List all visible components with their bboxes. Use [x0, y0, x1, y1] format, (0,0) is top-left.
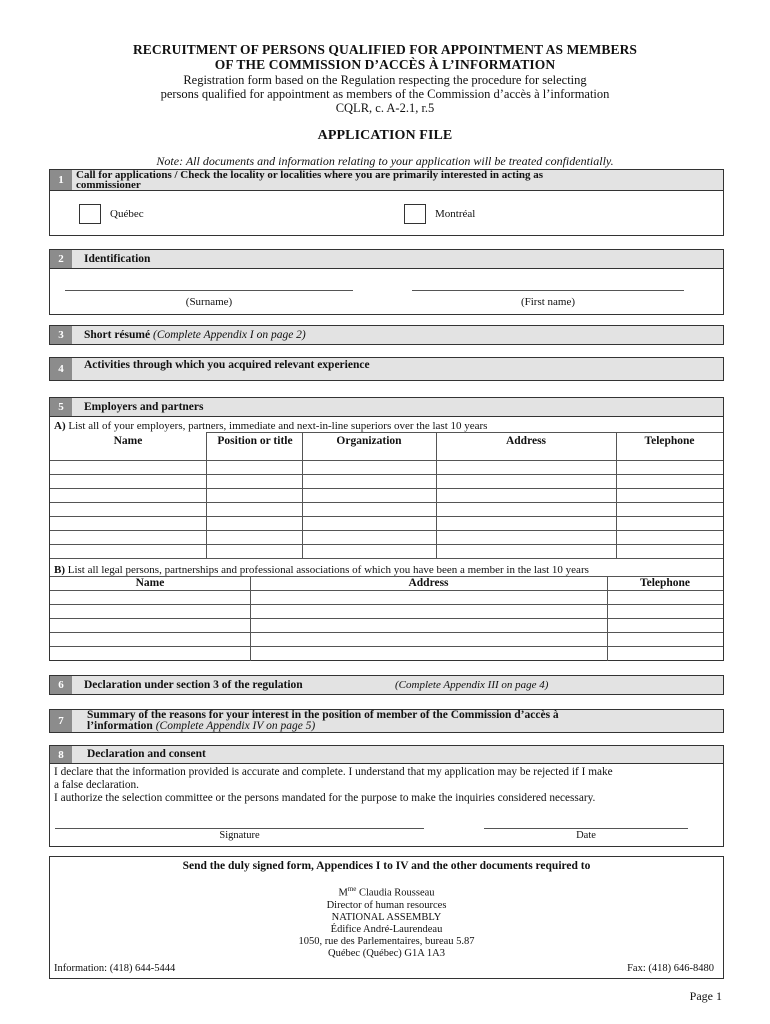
firstname-field[interactable]	[412, 290, 684, 291]
table-row[interactable]	[50, 605, 723, 619]
section-2-label: Identification	[84, 253, 151, 265]
fax-number: Fax: (418) 646-8480	[627, 963, 714, 974]
recipient-building: Édifice André-Laurendeau	[330, 923, 443, 935]
table-row[interactable]	[50, 503, 723, 517]
col-b-address: Address	[408, 577, 449, 589]
montreal-label: Montréal	[435, 208, 476, 220]
table-row[interactable]	[50, 461, 723, 475]
section-2-header	[49, 249, 724, 269]
col-telephone: Telephone	[644, 435, 695, 447]
form-subtitle-line2: persons qualified for appointment as members of the Commission d’accès à l’information	[160, 87, 610, 101]
col-address: Address	[505, 435, 547, 447]
table-row[interactable]	[50, 633, 723, 647]
section-1-number: 1	[50, 170, 72, 190]
recipient-city: Québec (Québec) G1A 1A3	[328, 947, 445, 959]
table-row[interactable]	[50, 545, 723, 559]
section-5b-tag: B)	[54, 564, 65, 576]
section-1-label-line2: commissioner	[76, 179, 141, 191]
send-heading: Send the duly signed form, Appendices I to IV and the other documents required to	[182, 860, 591, 872]
table-row[interactable]	[50, 489, 723, 503]
section-6-label: Declaration under section 3 of the regulation	[84, 679, 303, 691]
page-number: Page 1	[689, 989, 722, 1003]
section-4-header	[49, 357, 724, 381]
date-caption: Date	[576, 830, 596, 841]
signature-field[interactable]	[55, 828, 424, 829]
section-1-header	[49, 169, 724, 191]
employers-table	[50, 432, 723, 559]
recipient-org: NATIONAL ASSEMBLY	[331, 911, 442, 923]
section-7-note: (Complete Appendix IV on page 5)	[155, 720, 316, 732]
surname-field[interactable]	[65, 290, 353, 291]
col-name: Name	[113, 435, 143, 447]
surname-caption: (Surname)	[185, 296, 233, 308]
table-row[interactable]	[50, 517, 723, 531]
section-7-number: 7	[50, 710, 72, 732]
quebec-label: Québec	[110, 208, 144, 220]
section-1-label-line1: Call for applications / Check the locality or localities where you are primarily interested in acting as	[76, 169, 544, 181]
section-6-note: (Complete Appendix III on page 4)	[395, 679, 549, 691]
declaration-text-2: a false declaration.	[54, 779, 139, 791]
section-4-number: 4	[50, 358, 72, 380]
form-title-line2: OF THE COMMISSION D’ACCÈS À L’INFORMATION	[214, 57, 556, 72]
section-8-label: Declaration and consent	[87, 748, 206, 760]
section-5a-instruction: List all of your employers, partners, immediate and next-in-line superiors over the last 10 years	[68, 420, 488, 432]
confidentiality-note: Note: All documents and information relating to your application will be treated confidentially.	[156, 154, 614, 168]
application-file-title: APPLICATION FILE	[317, 128, 453, 143]
section-7-header	[49, 709, 724, 733]
section-5-header	[49, 397, 724, 417]
signature-caption: Signature	[219, 830, 260, 841]
section-5-number: 5	[50, 398, 72, 416]
quebec-checkbox[interactable]	[79, 204, 101, 224]
table-row[interactable]	[50, 531, 723, 545]
section-2-number: 2	[50, 250, 72, 268]
section-5-label: Employers and partners	[84, 401, 204, 413]
section-8-header	[49, 745, 724, 764]
declaration-text-1: I declare that the information provided is accurate and complete. I understand that my application may be rejected if I make	[54, 766, 613, 778]
section-7-label-line2: l’information	[87, 720, 153, 732]
section-6-number: 6	[50, 676, 72, 694]
firstname-caption: (First name)	[520, 296, 576, 308]
section-7-label-line1: Summary of the reasons for your interest in the position of member of the Commission d’accès à	[87, 709, 559, 721]
section-6-header	[49, 675, 724, 695]
form-subtitle-line3: CQLR, c. A-2.1, r.5	[335, 101, 435, 115]
declaration-text-3: I authorize the selection committee or the persons mandated for the purpose to make the inquiries considered necessary.	[54, 792, 596, 804]
col-organization: Organization	[336, 435, 402, 447]
table-row[interactable]	[50, 619, 723, 633]
montreal-checkbox[interactable]	[404, 204, 426, 224]
recipient-name: $M^{me}$ Claudia Rousseau	[338, 885, 435, 899]
recipient-street: 1050, rue des Parlementaires, bureau 5.87	[298, 935, 475, 947]
table-row[interactable]	[50, 647, 723, 661]
col-b-telephone: Telephone	[639, 577, 691, 589]
section-3-header	[49, 325, 724, 345]
section-4-label: Activities through which you acquired relevant experience	[84, 359, 370, 371]
section-5b-instruction: List all legal persons, partnerships and professional associations of which you have been a member in the last 10 years	[67, 564, 589, 576]
col-b-name: Name	[135, 577, 165, 589]
section-3-label: Short résumé	[84, 329, 151, 341]
recipient-title: Director of human resources	[326, 899, 447, 911]
section-8-number: 8	[50, 746, 72, 763]
section-3-number: 3	[50, 326, 72, 344]
col-position: Position or title	[217, 435, 293, 447]
table-row[interactable]	[50, 591, 723, 605]
section-5a-tag: A)	[54, 420, 66, 432]
form-subtitle-line1: Registration form based on the Regulation respecting the procedure for selecting	[183, 73, 587, 87]
date-field[interactable]	[484, 828, 688, 829]
section-3-note: (Complete Appendix I on page 2)	[153, 329, 306, 341]
form-title-line1: RECRUITMENT OF PERSONS QUALIFIED FOR APPOINTMENT AS MEMBERS	[132, 42, 638, 57]
info-phone: Information: (418) 644-5444	[54, 963, 176, 974]
table-row[interactable]	[50, 475, 723, 489]
send-address	[49, 883, 724, 960]
